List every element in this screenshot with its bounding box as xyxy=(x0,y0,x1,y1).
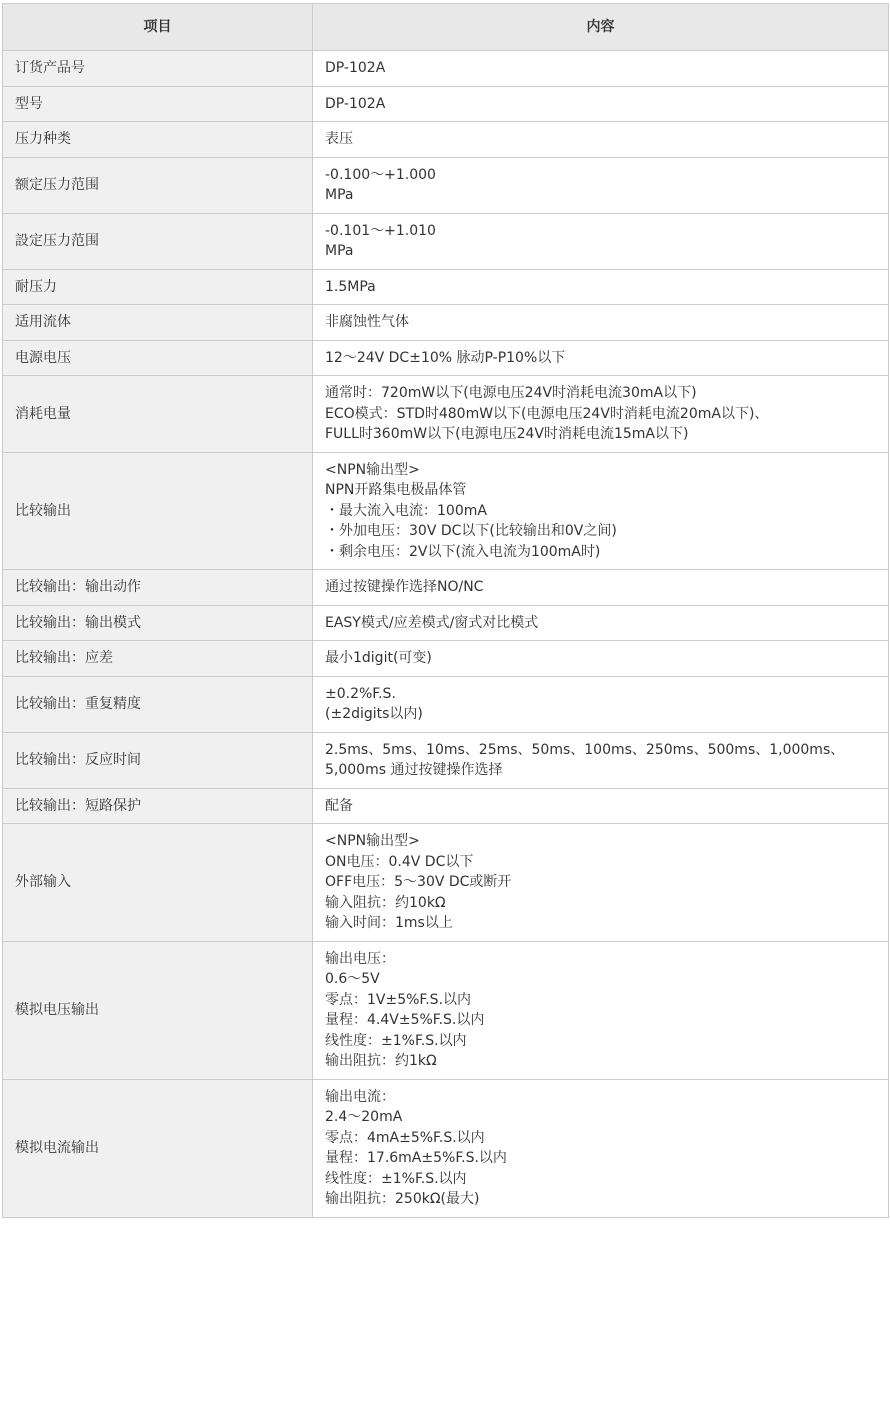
row-content xyxy=(313,605,889,641)
content-line: ±0.2%F.S. xyxy=(325,685,396,702)
row-label: 比较输出：应差 xyxy=(3,641,313,677)
table-row xyxy=(3,122,889,158)
row-label: 比较输出：反应时间 xyxy=(3,732,313,788)
row-label: 压力种类 xyxy=(3,122,313,158)
content-line: EASY模式/应差模式/窗式对比模式 xyxy=(325,614,539,631)
row-content xyxy=(313,941,889,1079)
row-content xyxy=(313,269,889,305)
content-line: 输出电压： xyxy=(325,950,395,967)
content-line: <NPN输出型> xyxy=(325,833,420,849)
table-header-row xyxy=(3,4,889,51)
row-label: 外部输入 xyxy=(3,824,313,942)
content-line: 量程：17.6mA±5%F.S.以内 xyxy=(325,1150,507,1166)
table-row xyxy=(3,157,889,213)
table-row xyxy=(3,788,889,824)
row-label: 消耗电量 xyxy=(3,376,313,453)
content-line: 通过按键操作选择NO/NC xyxy=(325,579,484,595)
table-row xyxy=(3,86,889,122)
table-row xyxy=(3,732,889,788)
content-line: <NPN输出型> xyxy=(325,461,420,478)
table-row xyxy=(3,1079,889,1217)
content-line: 通常时：720mW以下(电源电压24V时消耗电流30mA以下) xyxy=(325,385,697,401)
header-content: 内容 xyxy=(313,4,889,51)
content-line: 0.6～5V xyxy=(325,971,380,987)
content-line: 非腐蚀性气体 xyxy=(325,314,409,330)
row-label: 比较输出：输出动作 xyxy=(3,570,313,606)
table-row xyxy=(3,269,889,305)
row-content xyxy=(313,824,889,942)
table-row xyxy=(3,605,889,641)
content-line: 输出阻抗：约1kΩ xyxy=(325,1053,437,1069)
header-item: 项目 xyxy=(3,4,313,51)
content-line: NPN开路集电极晶体管 xyxy=(325,482,467,498)
row-content xyxy=(313,676,889,732)
content-line: ・外加电压：30V DC以下(比较输出和0V之间) xyxy=(325,523,617,539)
content-line: ECO模式：STD时480mW以下(电源电压24V时消耗电流20mA以下)、 xyxy=(325,405,769,422)
content-line: 表压 xyxy=(325,131,353,147)
table-row xyxy=(3,213,889,269)
content-line: 输入阻抗：约10kΩ xyxy=(325,894,446,911)
table-row xyxy=(3,570,889,606)
row-content xyxy=(313,213,889,269)
table-row xyxy=(3,452,889,570)
row-label: 模拟电压输出 xyxy=(3,941,313,1079)
spec-table xyxy=(2,3,889,1218)
content-line: 输出电流： xyxy=(325,1088,395,1105)
row-content xyxy=(313,122,889,158)
table-row xyxy=(3,941,889,1079)
content-line: 12～24V DC±10% 脉动P-P10%以下 xyxy=(325,349,566,366)
content-line: 2.5ms、5ms、10ms、25ms、50ms、100ms、250ms、500ms、1,000ms、 xyxy=(325,741,845,758)
table-row xyxy=(3,824,889,942)
table-row xyxy=(3,51,889,87)
content-line: 零点：1V±5%F.S.以内 xyxy=(325,991,472,1008)
content-line: 2.4～20mA xyxy=(325,1109,403,1125)
row-label: 比较输出：重复精度 xyxy=(3,676,313,732)
content-line: 输出阻抗：250kΩ(最大) xyxy=(325,1191,480,1207)
content-line: 输入时间：1ms以上 xyxy=(325,915,453,931)
content-line: ON电压：0.4V DC以下 xyxy=(325,853,474,870)
content-line: -0.101～+1.010 xyxy=(325,222,436,239)
content-line: 线性度：±1%F.S.以内 xyxy=(325,1032,467,1049)
table-row xyxy=(3,676,889,732)
row-content xyxy=(313,452,889,570)
content-line: 线性度：±1%F.S.以内 xyxy=(325,1170,467,1187)
row-content xyxy=(313,570,889,606)
row-label: 额定压力范围 xyxy=(3,157,313,213)
content-line: 配备 xyxy=(325,797,353,814)
table-row xyxy=(3,641,889,677)
row-label: 型号 xyxy=(3,86,313,122)
table-row xyxy=(3,340,889,376)
row-content xyxy=(313,51,889,87)
table-row xyxy=(3,305,889,341)
row-content xyxy=(313,732,889,788)
content-line: DP-102A xyxy=(325,95,386,112)
content-line: DP-102A xyxy=(325,60,386,76)
content-line: 1.5MPa xyxy=(325,278,376,295)
content-line: MPa xyxy=(325,187,354,203)
row-content xyxy=(313,86,889,122)
row-content xyxy=(313,340,889,376)
content-line: ・最大流入电流：100mA xyxy=(325,502,487,519)
row-content xyxy=(313,641,889,677)
row-content xyxy=(313,157,889,213)
row-content xyxy=(313,376,889,453)
row-label: 比较输出 xyxy=(3,452,313,570)
row-label: 設定压力范围 xyxy=(3,213,313,269)
content-line: FULL时360mW以下(电源电压24V时消耗电流15mA以下) xyxy=(325,426,689,442)
content-line: 5,000ms 通过按键操作选择 xyxy=(325,762,503,778)
row-label: 比较输出：短路保护 xyxy=(3,788,313,824)
table-row xyxy=(3,376,889,453)
content-line: -0.100～+1.000 xyxy=(325,166,436,183)
spec-table-body xyxy=(3,51,889,1218)
row-content xyxy=(313,788,889,824)
row-label: 比较输出：输出模式 xyxy=(3,605,313,641)
content-line: 最小1digit(可变) xyxy=(325,650,432,666)
content-line: 零点：4mA±5%F.S.以内 xyxy=(325,1129,485,1146)
content-line: MPa xyxy=(325,243,354,259)
content-line: (±2digits以内) xyxy=(325,706,423,722)
row-label: 适用流体 xyxy=(3,305,313,341)
content-line: 量程：4.4V±5%F.S.以内 xyxy=(325,1012,485,1028)
row-content xyxy=(313,1079,889,1217)
row-label: 耐压力 xyxy=(3,269,313,305)
row-label: 模拟电流输出 xyxy=(3,1079,313,1217)
content-line: ・剩余电压：2V以下(流入电流为100mA时) xyxy=(325,543,601,560)
row-label: 电源电压 xyxy=(3,340,313,376)
row-label: 订货产品号 xyxy=(3,51,313,87)
content-line: OFF电压：5～30V DC或断开 xyxy=(325,874,512,890)
row-content xyxy=(313,305,889,341)
